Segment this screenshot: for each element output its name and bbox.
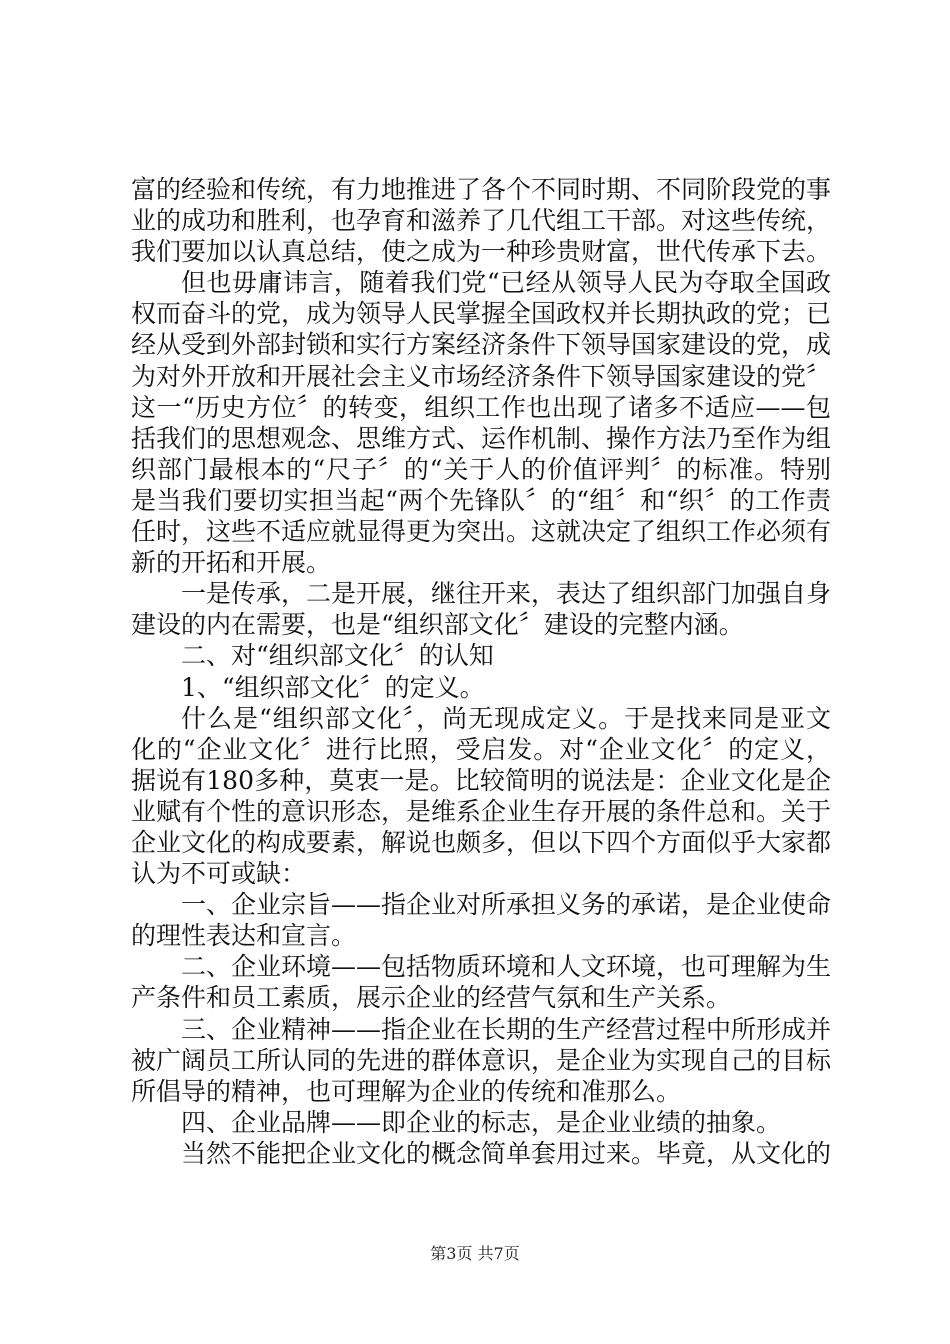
paragraph: 富的经验和传统，有力地推进了各个不同时期、不同阶段党的事业的成功和胜利，也孕育和滋养了几代组工干部。对这些传统，我们要加以认真总结，使之成为一种珍贵财富，世代传承下去。 <box>131 175 832 267</box>
paragraph: 一是传承，二是开展，继往开来，表达了组织部门加强自身建设的内在需要，也是“组织部文化〞建设的完整内涵。 <box>131 579 832 640</box>
paragraph: 但也毋庸讳言，随着我们党“已经从领导人民为夺取全国政权而奋斗的党，成为领导人民掌握全国政权并长期执政的党；已经从受到外部封锁和实行方案经济条件下领导国家建设的党，成为对外开放和开展社会主义市场经济条件下领导国家建设的党〞这一“历史方位〞的转变，组织工作也出现了诸多不适应——包括我们的思想观念、思维方式、运作机制、操作方法乃至作为组织部门最根本的“尺子〞的“关于人的价值评判〞的标准。特别是当我们要切实担当起“两个先锋队〞的“组〞和“织〞的工作责任时，这些不适应就显得更为突出。这就决定了组织工作必须有新的开拓和开展。 <box>131 268 832 578</box>
page-footer <box>0 1244 950 1264</box>
list-item: 四、企业品牌——即企业的标志，是企业业绩的抽象。 <box>181 1107 782 1137</box>
paragraph: 当然不能把企业文化的概念简单套用过来。毕竟，从文化的 <box>181 1138 832 1168</box>
list-item: 二、企业环境——包括物质环境和人文环境，也可理解为生产条件和员工素质，展示企业的经营气氛和生产关系。 <box>131 952 832 1013</box>
section-heading: 二、对“组织部文化〞的认知 <box>181 641 494 671</box>
list-item: 三、企业精神——指企业在长期的生产经营过程中所形成并被广阔员工所认同的先进的群体意识，是企业为实现自己的目标所倡导的精神，也可理解为企业的传统和准那么。 <box>131 1014 832 1106</box>
paragraph: 什么是“组织部文化〞，尚无现成定义。于是找来同是亚文化的“企业文化〞进行比照，受启发。对“企业文化〞的定义，据说有180多种，莫衷一是。比较简明的说法是：企业文化是企业赋有个性的意识形态，是维系企业生存开展的条件总和。关于企业文化的构成要素，解说也颇多，但以下四个方面似乎大家都认为不可或缺： <box>131 703 832 889</box>
subsection-heading: 1、“组织部文化〞的定义。 <box>181 672 485 702</box>
list-item: 一、企业宗旨——指企业对所承担义务的承诺，是企业使命的理性表达和宣言。 <box>131 890 832 951</box>
document-body <box>131 174 831 1169</box>
page-number: 第3页 共7页 <box>430 1244 520 1263</box>
